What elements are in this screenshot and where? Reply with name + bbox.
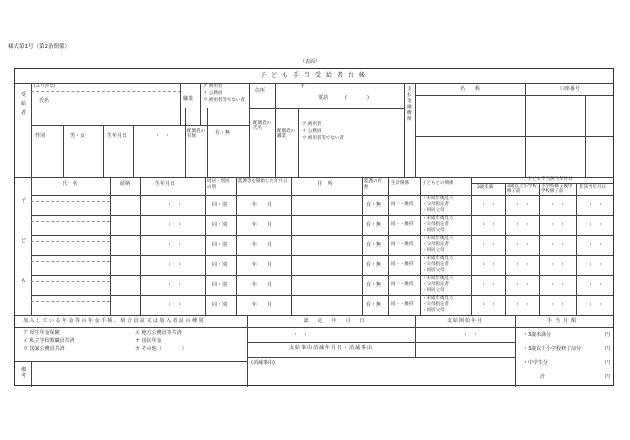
child-cohabit-options: 同・別: [212, 242, 228, 248]
applicant-label: 受給者: [21, 92, 27, 116]
child-eligible-date: ・ ・: [588, 302, 604, 308]
child-livelihood-options: 同一・維持: [391, 202, 414, 207]
address-label: 住所: [255, 88, 266, 94]
child-relation-option: ・同居父母: [422, 248, 445, 253]
child-relation-option: ・未成年後見人: [422, 216, 454, 221]
pension-option-ka: カ その他（ ）: [135, 346, 187, 352]
child-birth-value: ・ ・: [167, 222, 183, 228]
child-header-under3: 3歳未満: [476, 185, 494, 190]
child-name-furigana-line: [31, 261, 110, 262]
child-relation-option: ・未成年後見人: [422, 236, 454, 241]
payment-start-value: ・ ・: [463, 332, 479, 338]
child-custody-options: 有・無: [366, 302, 382, 308]
child-under3-date: ・ ・: [481, 242, 497, 248]
spouse-label: 配偶者の有無: [187, 129, 205, 139]
furigana-label: (ふりがな): [34, 84, 56, 89]
child-under3-date: ・ ・: [481, 282, 497, 288]
pension-header: 加入している年金等の年金手帳、組合員証又は加入者証の種別: [23, 318, 206, 324]
child-under3-date: ・ ・: [481, 202, 497, 208]
approval-date-value: ・ ・: [293, 332, 309, 338]
child-elem-date: ・ ・: [515, 222, 531, 228]
child-row-divider: [31, 295, 613, 296]
child-livelihood-options: 同一・維持: [391, 242, 414, 247]
child-row-divider: [31, 275, 613, 276]
amount-yen-1: 円: [605, 332, 611, 338]
child-relation-option: ・同居父母: [422, 268, 445, 273]
gender-options: 男・女: [70, 133, 86, 139]
spouse-name-label: 配偶者の氏名: [253, 121, 271, 131]
child-middle-date: ・ ・: [550, 262, 566, 268]
child-livelihood-options: 同一・維持: [391, 262, 414, 267]
child-middle-date: ・ ・: [550, 242, 566, 248]
occupation-label: 職業: [183, 96, 194, 102]
child-relation-option: ・父母指定者: [422, 262, 449, 267]
form-number: 様式第1号（第2条関係）: [8, 44, 70, 50]
page-side-label: （表面）: [300, 59, 321, 65]
change-reason: (消滅事由): [251, 360, 275, 366]
child-eligible-date: ・ ・: [588, 222, 604, 228]
approval-date-header: 認 定 年 月 日: [303, 318, 367, 324]
child-birth-value: ・ ・: [167, 262, 183, 268]
child-livelihood-options: 同一・維持: [391, 222, 414, 227]
child-relation-option: ・父母指定者: [422, 222, 449, 227]
child-since-value: 年 月: [252, 222, 273, 228]
change-header: 支給事由消滅年月日・消滅事由: [288, 345, 374, 351]
child-birth-value: ・ ・: [167, 202, 183, 208]
child-name-furigana-line: [31, 201, 110, 202]
child-elem-date: ・ ・: [515, 202, 531, 208]
gender-label: 性別: [35, 133, 46, 139]
occupation-option-2: イ 公務員: [203, 91, 223, 96]
pension-option-i: イ 私立学校教職員共済: [23, 338, 75, 344]
amount-yen-4: 円: [605, 374, 611, 380]
child-relation-option: ・未成年後見人: [422, 276, 454, 281]
child-middle-date: ・ ・: [550, 282, 566, 288]
spouse-occupation-option-1: ア 被用者: [302, 122, 322, 127]
child-since-value: 年 月: [252, 262, 273, 268]
child-relation-option: ・同居父母: [422, 288, 445, 293]
child-header-relation: 続柄: [119, 181, 131, 187]
spouse-occupation-label: 配偶者の職業: [277, 129, 295, 139]
child-under3-date: ・ ・: [481, 302, 497, 308]
pension-option-e: エ 地方公務員等共済: [135, 330, 182, 336]
child-cohabit-options: 同・別: [212, 202, 228, 208]
child-elem-date: ・ ・: [515, 302, 531, 308]
bank-name-header: 名 称: [459, 86, 481, 92]
child-middle-date: ・ ・: [550, 202, 566, 208]
child-name-furigana-line: [31, 241, 110, 242]
child-since-value: 年 月: [252, 202, 273, 208]
child-middle-date: ・ ・: [550, 222, 566, 228]
child-custody-options: 有・無: [366, 282, 382, 288]
child-under3-date: ・ ・: [481, 222, 497, 228]
child-relation-option: ・未成年後見人: [422, 196, 454, 201]
amount-total: 計: [540, 374, 546, 380]
child-relation-option: ・未成年後見人: [422, 296, 454, 301]
payment-start-header: 支給開始年月: [446, 318, 484, 324]
child-eligible-date: ・ ・: [588, 282, 604, 288]
child-header-age-group: 子ども手当該当年月日: [527, 177, 573, 182]
phone-parens: ( ): [345, 95, 369, 101]
child-relation-option: ・父母指定者: [422, 282, 449, 287]
child-relation-option: ・同居父母: [422, 208, 445, 213]
child-relation-option: ・父母指定者: [422, 302, 449, 307]
child-row-divider: [31, 235, 613, 236]
child-header-eligible-date: 非該当年月日: [579, 185, 606, 190]
child-header-relation-to-child: 子どもとの関係: [422, 181, 454, 186]
child-header-address: 住 所: [317, 181, 333, 187]
child-livelihood-options: 同一・維持: [391, 282, 414, 287]
pension-option-u: ウ 国家公務員共済: [23, 346, 65, 352]
child-birth-value: ・ ・: [167, 282, 183, 288]
child-middle-date: ・ ・: [550, 302, 566, 308]
child-header-to-elem: 3歳以上小学校修了前: [507, 184, 537, 194]
child-relation-option: ・未成年後見人: [422, 256, 454, 261]
child-elem-date: ・ ・: [515, 242, 531, 248]
children-side-label-2: ど: [21, 238, 27, 244]
child-header-custody: 監護の有無: [364, 179, 382, 190]
spouse-occupation-option-3: ウ 被用者等でない者: [302, 136, 344, 141]
child-birth-value: ・ ・: [167, 302, 183, 308]
child-relation-option: ・父母指定者: [422, 202, 449, 207]
child-custody-options: 有・無: [366, 242, 382, 248]
child-custody-options: 有・無: [366, 222, 382, 228]
account-number-header: 口座番号: [559, 86, 581, 92]
child-name-furigana-line: [31, 301, 110, 302]
child-row-divider: [31, 255, 613, 256]
child-row-divider: [31, 215, 613, 216]
child-header-cohabit: 同居・別居の別: [207, 179, 230, 190]
child-since-value: 年 月: [252, 302, 273, 308]
child-livelihood-options: 同一・維持: [391, 302, 414, 307]
child-name-furigana-line: [31, 221, 110, 222]
children-side-label-1: 子: [21, 198, 27, 204]
amount-middle: ・中学生分: [523, 360, 549, 366]
child-under3-date: ・ ・: [481, 262, 497, 268]
remarks-label: 備考: [21, 367, 27, 379]
spouse-occupation-option-2: イ 公務員: [302, 129, 322, 134]
child-name-furigana-line: [31, 281, 110, 282]
child-eligible-date: ・ ・: [588, 262, 604, 268]
birth-value: ・ ・: [155, 133, 171, 139]
child-cohabit-options: 同・別: [212, 262, 228, 268]
child-cohabit-options: 同・別: [212, 302, 228, 308]
child-cohabit-options: 同・別: [212, 222, 228, 228]
ledger-form: [14, 68, 614, 386]
pension-option-a: ア 厚生年金保険: [23, 330, 60, 336]
child-relation-option: ・同居父母: [422, 228, 445, 233]
child-cohabit-options: 同・別: [212, 282, 228, 288]
bank-label: 支払金融機関: [407, 87, 412, 122]
amount-elem: ・3歳以上小学校修了前分: [523, 346, 582, 352]
child-header-name: 氏 名: [62, 181, 78, 187]
child-eligible-date: ・ ・: [588, 242, 604, 248]
spouse-options: 有・無: [215, 130, 231, 136]
monthly-amount-header: 手当月額: [546, 318, 580, 324]
child-header-since: 監護等を開始した年月日: [238, 179, 288, 184]
amount-under3: ・3歳未満分: [523, 332, 552, 338]
occupation-option-3: ウ 被用者等でない者: [203, 98, 245, 103]
child-custody-options: 有・無: [366, 202, 382, 208]
amount-yen-3: 円: [605, 360, 611, 366]
name-label: 氏名: [39, 98, 50, 104]
child-since-value: 年 月: [252, 282, 273, 288]
phone-label: 電話: [318, 95, 329, 101]
postal-mark: 〒: [300, 84, 306, 90]
children-side-label-3: も: [21, 278, 27, 284]
child-birth-value: ・ ・: [167, 242, 183, 248]
child-header-birth: 生年月日: [154, 181, 176, 187]
child-since-value: 年 月: [252, 242, 273, 248]
child-relation-option: ・同居父母: [422, 308, 445, 313]
child-relation-option: ・父母指定者: [422, 242, 449, 247]
child-custody-options: 有・無: [366, 262, 382, 268]
pension-option-o: オ 国民年金: [135, 338, 162, 344]
form-title: 子ども手当受給者台帳: [259, 72, 371, 79]
child-elem-date: ・ ・: [515, 282, 531, 288]
birth-label: 生年月日: [107, 133, 128, 139]
amount-yen-2: 円: [605, 346, 611, 352]
child-header-livelihood: 生計関係: [391, 181, 409, 186]
child-header-to-middle: 小学校修了後中学校修了前: [541, 184, 573, 194]
occupation-option-1: ア 被用者: [203, 84, 223, 89]
child-elem-date: ・ ・: [515, 262, 531, 268]
child-eligible-date: ・ ・: [588, 202, 604, 208]
